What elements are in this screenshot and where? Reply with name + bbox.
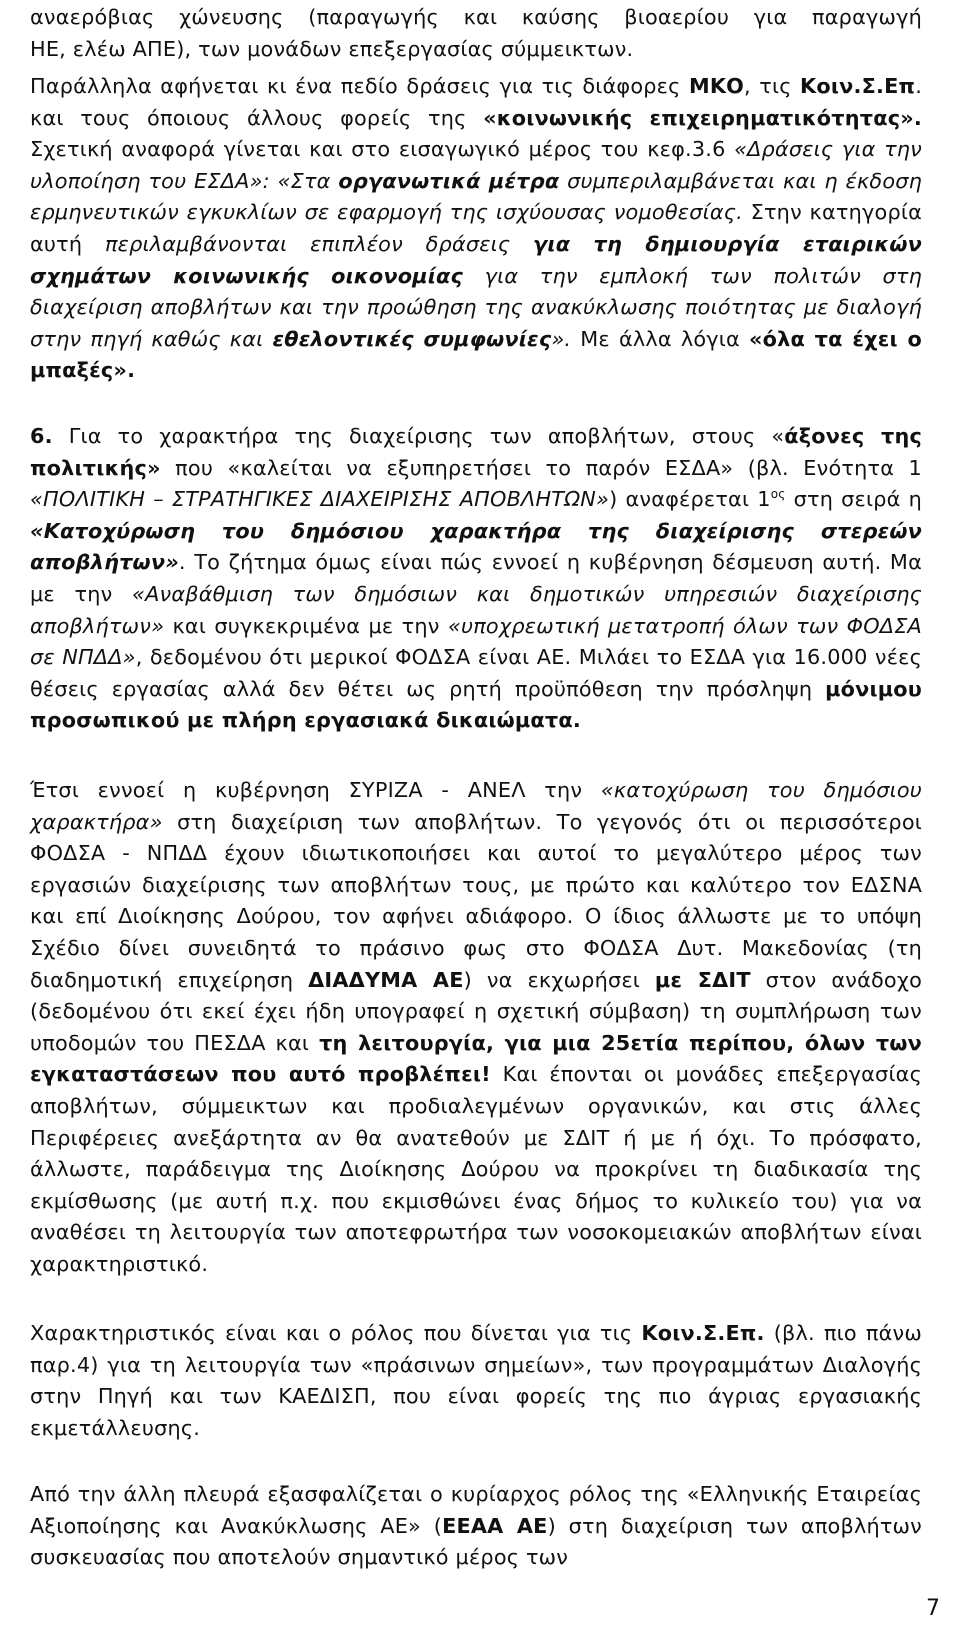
p2-ethelontikes: εθελοντικές συμφωνίες (272, 326, 552, 351)
p2-italic-3: περιλαμβάνονται επιπλέον δράσεις (104, 231, 534, 256)
p2-text-f: Στην κατηγορία αυτή (30, 200, 922, 256)
p2-italic-2: συμπεριλαμβάνεται και η έκδοση ερμηνευτικών εγκυκλίων σε εφαρμογή της ισχύουσας νομοθεσίας. (30, 168, 923, 225)
paragraph-3 (30, 421, 922, 737)
p6-text-a: Από την άλλη πλευρά εξασφαλίζεται ο κυρίαρχος ρόλος της «Ελληνικής Εταιρείας Αξιοποίησης και Ανακύκλωσης ΑΕ» ( (30, 1482, 922, 1538)
p3-text-g: και συγκεκριμένα με την (164, 613, 448, 638)
p6-text-c: ) στη διαχείριση των αποβλήτων συσκευασίας που αποτελούν σημαντικό μέρος των (30, 1513, 922, 1570)
p2-text-d: . και τους όποιους άλλους φορείς της (30, 74, 922, 130)
p2-text-e: Σχετική αναφορά γίνεται και στο εισαγωγικό μέρος του κεφ.3.6 (30, 137, 735, 162)
p3-text-c: που «καλείται να εξυπηρετήσει το παρόν ΕΣΔΑ» (βλ. Ενότητα 1 (160, 455, 922, 480)
p2-koinoniki-epix: «κοινωνικής επιχειρηματικότητας». (483, 105, 922, 130)
p2-italic-5: ». (551, 326, 572, 351)
paragraph-1-line-1: αναερόβιας χώνευσης (παραγωγής και καύσης βιοαερίου για παραγωγή (30, 5, 922, 29)
p3-italic-1: «ΠΟΛΙΤΙΚΗ – ΣΤΡΑΤΗΓΙΚΕΣ ΔΙΑΧΕΙΡΙΣΗΣ ΑΠΟΒΛΗΤΩΝ» (30, 487, 610, 512)
p3-katoxyrosi: «Κατοχύρωση του δημόσιου χαρακτήρα της διαχείρισης στερεών αποβλήτων» (30, 518, 922, 575)
p3-text-d: ) αναφέρεται 1 (609, 487, 771, 512)
p3-text-e: στη σειρά η (785, 487, 922, 512)
p3-text-a: Για το χαρακτήρα της διαχείρισης των αποβλήτων, στους « (52, 424, 785, 448)
p4-text-c: ) να εκχωρήσει (463, 967, 655, 992)
paragraph-5 (30, 1318, 922, 1444)
p5-text-a: Χαρακτηριστικός είναι και ο ρόλος που δίνεται για τις (30, 1321, 642, 1345)
p2-baxes: «όλα τα έχει ο μπαξές». (30, 326, 922, 383)
p5-text-c: (βλ. πιο πάνω παρ.4) για τη λειτουργία των «πράσινων σημείων», των προγραμμάτων Διαλογής στην Πηγή και των ΚΑΕΔΙΣΠ, που είναι φορείς της πιο άγριας εργασιακής εκμετάλλευσης. (30, 1321, 922, 1440)
p2-text-g: Με άλλα λόγια (571, 326, 749, 351)
p4-me-sdit: με ΣΔΙΤ (654, 967, 751, 992)
paragraph-6 (30, 1479, 922, 1574)
p6-eeaa: ΕΕΑΑ ΑΕ (442, 1513, 548, 1538)
p3-sup: ος (770, 487, 786, 502)
p2-text-a: Παράλληλα αφήνεται κι ένα πεδίο δράσεις για τις διάφορες (30, 74, 689, 98)
p5-koinsep: Κοιν.Σ.Επ. (641, 1321, 765, 1345)
p4-italic-1: «κατοχύρωση του δημόσιου χαρακτήρα» (30, 778, 922, 834)
p2-mko: ΜΚΟ (688, 74, 745, 98)
p4-diadyma: ΔΙΑΔΥΜΑ ΑΕ (308, 967, 464, 992)
paragraph-1 (30, 2, 922, 65)
p3-number: 6. (30, 424, 53, 448)
p2-text-c: , τις (744, 74, 801, 98)
p3-text-h: , δεδομένου ότι μερικοί ΦΟΔΣΑ είναι ΑΕ. Μιλάει το ΕΣΔΑ για 16.000 νέες θέσεις εργασίας αλλά δεν θέτει ως ρητή προϋπόθεση την πρόσληψη (30, 645, 922, 701)
p4-text-a: Έτσι εννοεί η κυβέρνηση ΣΥΡΙΖΑ - ΑΝΕΛ την (30, 778, 601, 802)
p3-italic-3: «υποχρεωτική μετατροπή όλων των ΦΟΔΣΑ σε ΝΠΔΔ» (30, 613, 922, 670)
p3-axones: άξονες της πολιτικής» (30, 424, 922, 480)
p2-italic-4: για την εμπλοκή των πολιτών στη διαχείριση αποβλήτων και την προώθηση της ανακύκλωσης ποιότητας με διαλογή στην πηγή καθώς και (30, 263, 922, 351)
p2-koinsep: Κοιν.Σ.Επ (800, 74, 916, 98)
p3-text-f: . Το ζήτημα όμως είναι πώς εννοεί η κυβέρνηση δέσμευση αυτή. Μα με την (30, 550, 922, 606)
paragraph-1-line-2: ΗΕ, ελέω ΑΠΕ), των μονάδων επεξεργασίας σύμμεικτων. (30, 36, 634, 61)
p2-etairika-sximata: για τη δημιουργία εταιρικών σχημάτων κοινωνικής οικονομίας (30, 231, 922, 288)
p4-leitourgia: τη λειτουργία, για μια 25ετία περίπου, όλων των εγκαταστάσεων που αυτό προβλέπει! (30, 1030, 922, 1087)
paragraph-2 (30, 71, 922, 387)
p4-text-d: στον ανάδοχο (δεδομένου ότι εκεί έχει ήδη υπογραφεί η σχετική σύμβαση) τη συμπλήρωση των υποδομών του ΠΕΣΔΑ και (30, 967, 922, 1055)
p2-italic-1: «Δράσεις για την υλοποίηση του ΕΣΔΑ»: «Στα (30, 137, 922, 193)
p3-italic-2: «Αναβάθμιση των δημόσιων και δημοτικών υπηρεσιών διαχείρισης αποβλήτων» (30, 581, 922, 638)
p4-text-b: στη διαχείριση των αποβλήτων. Το γεγονός ότι οι περισσότεροι ΦΟΔΣΑ - ΝΠΔΔ έχουν ιδιωτικοποιήσει και αυτοί το μεγαλύτερο μέρος των εργασιών διαχείρισης των αποβλήτων τους, με πρώτο και καλύτερο τον ΕΔΣΝΑ και επί Διοίκησης Δούρου, τον αφήνει αδιάφορο. Ο ίδιος άλλωστε με το υπόψη Σχέδιο δίνει συνειδητά το πράσινο φως στο ΦΟΔΣΑ Δυτ. Μακεδονίας (τη διαδημοτική επιχείρηση (30, 809, 922, 992)
paragraph-4 (30, 775, 922, 1281)
p2-organotika-metra: οργανωτικά μέτρα (338, 168, 560, 193)
page-number: 7 (926, 1596, 940, 1621)
p3-monimo-prosopiko: μόνιμου προσωπικού με πλήρη εργασιακά δικαιώματα. (30, 676, 922, 733)
p4-text-e: Και έπονται οι μονάδες επεξεργασίας αποβλήτων, σύμμεικτων και προδιαλεγμένων οργανικών, και στις άλλες Περιφέρειες ανεξάρτητα αν θα ανατεθούν με ΣΔΙΤ ή με ή όχι. Το πρόσφατο, άλλωστε, παράδειγμα της Διοίκησης Δούρου να προκρίνει τη διαδικασία της εκμίσθωσης (με αυτή π.χ. που εκμισθώνει ένας δήμος το κυλικείο του) για να αναθέσει τη λειτουργία των αποτεφρωτήρα των νοσοκομειακών αποβλήτων είναι χαρακτηριστικό. (30, 1062, 922, 1276)
